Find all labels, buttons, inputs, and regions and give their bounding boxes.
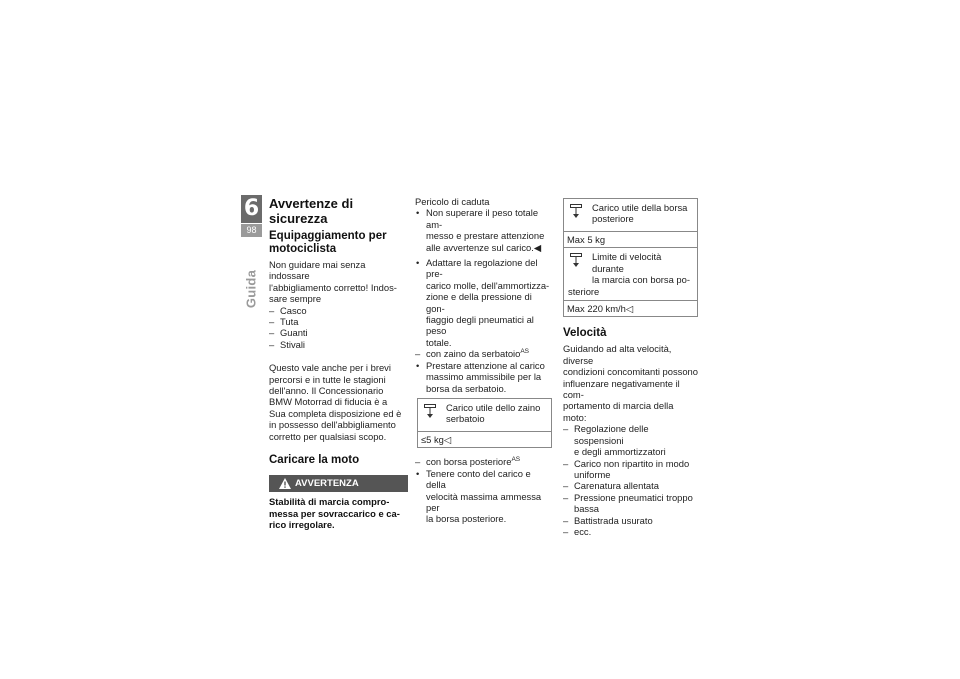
- chapter-number: 6: [241, 195, 262, 223]
- speed-limit-icon: [570, 253, 582, 269]
- list-item: – con zaino da serbatoio$^{AS}$: [415, 348, 552, 359]
- page-title: Avvertenze di sicurezza: [269, 196, 354, 226]
- list-item: – con borsa posteriore$^{AS}$: [415, 456, 552, 467]
- subheading-equipment: Equipaggiamento per motociclista: [269, 230, 387, 255]
- bullet-item: • Tenere conto del carico e della velocità massima ammessa per la borsa posteriore.: [415, 468, 552, 525]
- warning-text: Stabilità di marcia compro- messa per sovraccarico e ca- rico irregolare.: [269, 496, 400, 530]
- subheading-loading: Caricare la moto: [269, 454, 360, 467]
- spec-value: Max 220 km/h◁: [564, 300, 697, 316]
- spec-value: ≤5 kg◁: [418, 431, 551, 447]
- warning-bar: [269, 475, 408, 492]
- column-1: [269, 196, 408, 530]
- section-label: [236, 260, 266, 318]
- speed-paragraph: Guidando ad alta velocità, diverse condizioni concomitanti possono influenzare negativamente il com- portamento di marcia della moto:: [563, 343, 698, 423]
- equipment-paragraph: Questo vale anche per i brevi percorsi e in tutte le stagioni dell'anno. Il Concessionario BMW Motorrad di fiducia è a Sua completa disposizione ed è in possesso dell'abbigliamento corretto per qualsiasi scopo.: [269, 362, 402, 442]
- weight-icon: [570, 204, 582, 220]
- danger-intro: Pericolo di caduta: [415, 196, 490, 207]
- column-3: [563, 198, 698, 537]
- list-item: – Casco: [269, 305, 408, 316]
- list-item: – Carenatura allentata: [563, 480, 698, 491]
- bullet-item: • Prestare attenzione al carico massimo ammissibile per la borsa da serbatoio.: [415, 360, 552, 394]
- bullet-item: • Non superare il peso totale am- messo e prestare attenzione alle avvertenze sul carico.◀: [415, 207, 552, 253]
- page-number: 98: [241, 224, 262, 237]
- subheading-speed: Velocità: [563, 327, 607, 340]
- equipment-list: [269, 305, 408, 351]
- list-item: – Stivali: [269, 339, 408, 350]
- column-2: [415, 196, 552, 525]
- list-item: – Regolazione delle sospensioni e degli ammortizzatori: [563, 423, 698, 457]
- spec-box-top-case: Carico utile della borsa posteriore Max 5 kg: [563, 198, 698, 248]
- warning-label: AVVERTENZA: [295, 478, 359, 490]
- list-item: – Carico non ripartito in modo uniforme: [563, 458, 698, 481]
- spec-box-tank-bag: Carico utile dello zaino serbatoio ≤5 kg◁: [417, 398, 552, 448]
- list-item: – Tuta: [269, 316, 408, 327]
- section-label-text: Guida: [243, 269, 259, 309]
- list-item: – ecc.: [563, 526, 698, 537]
- spec-box-speed-limit: Limite di velocità durante la marcia con borsa po- steriore Max 220 km/h◁: [563, 248, 698, 317]
- weight-icon: [424, 404, 436, 420]
- speed-factors-list: [563, 423, 698, 537]
- bullet-item: • Adattare la regolazione del pre- carico molle, dell'ammortizza- zione e della pressione di gon- fiaggio degli pneumatici al peso totale.: [415, 257, 552, 348]
- equipment-intro: Non guidare mai senza indossare l'abbigliamento corretto! Indos- sare sempre: [269, 259, 397, 305]
- spec-value: Max 5 kg: [564, 231, 697, 247]
- list-item: – Battistrada usurato: [563, 515, 698, 526]
- list-item: – Pressione pneumatici troppo bassa: [563, 492, 698, 515]
- list-item: – Guanti: [269, 327, 408, 338]
- warning-triangle-icon: [279, 478, 291, 489]
